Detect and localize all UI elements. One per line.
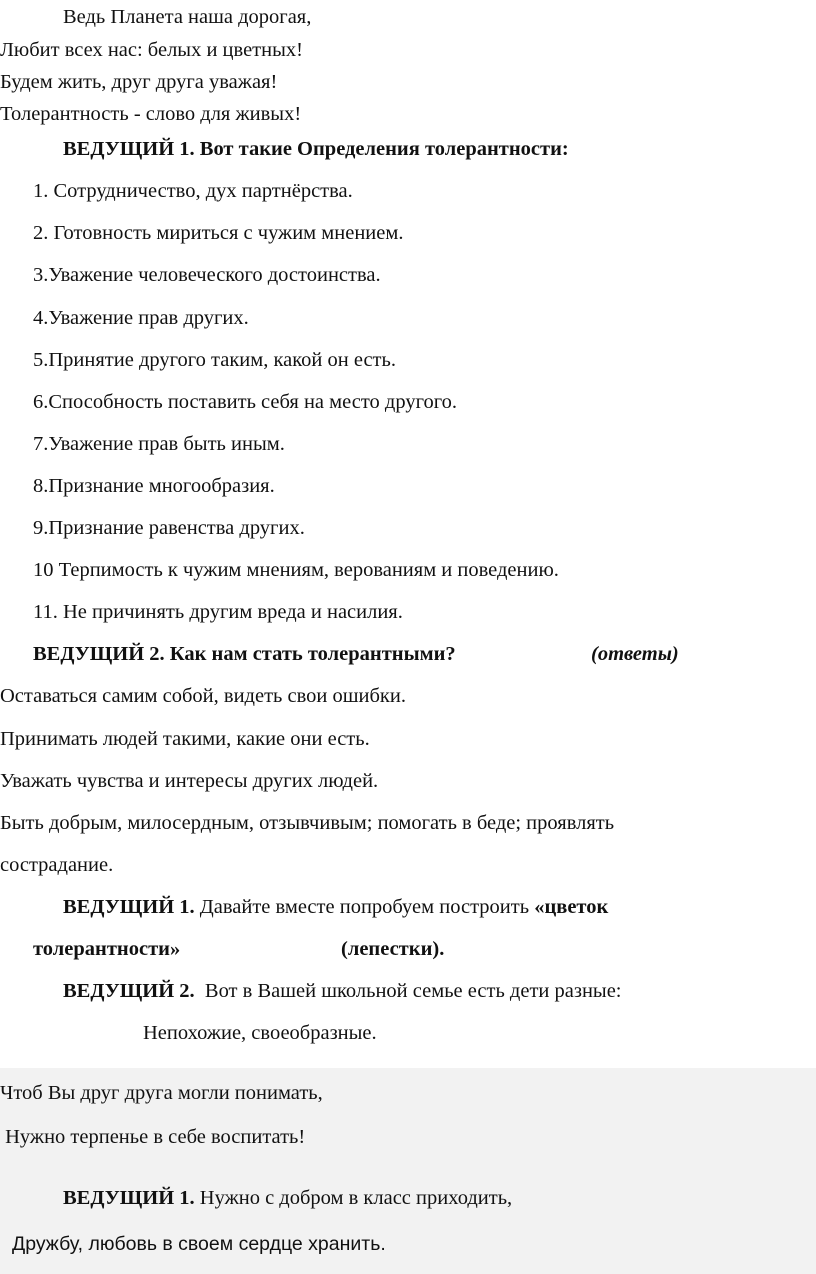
section3-bold-2: толерантности» — [33, 938, 181, 960]
answer-item: Уважать чувства и интересы других людей. — [0, 770, 379, 792]
definition-item: 5.Принятие другого таким, какой он есть. — [33, 349, 396, 371]
section1-heading — [63, 139, 569, 160]
section4-speaker: ВЕДУЩИЙ 2. — [63, 980, 195, 1002]
section4-line-2: Непохожие, своеобразные. — [143, 1022, 377, 1044]
definition-item: 4.Уважение прав других. — [33, 307, 249, 329]
definition-item: 7.Уважение прав быть иным. — [33, 433, 285, 455]
definition-item: 8.Признание многообразия. — [33, 475, 275, 497]
section5-line-1 — [63, 1188, 512, 1209]
definition-item: 10 Терпимость к чужим мнениям, верованиям и поведению. — [33, 559, 559, 581]
poem-line-3: Будем жить, друг друга уважая! — [0, 71, 278, 93]
definition-item: 3.Уважение человеческого достоинства. — [33, 264, 381, 286]
section3-speaker: ВЕДУЩИЙ 1. — [63, 896, 195, 918]
section3-bold-3: (лепестки). — [341, 938, 445, 960]
section5-speaker: ВЕДУЩИЙ 1. — [63, 1187, 195, 1209]
poem-bottom-line-1: Чтоб Вы друг друга могли понимать, — [0, 1082, 323, 1104]
poem-line-2: Любит всех нас: белых и цветных! — [0, 39, 303, 61]
section1-speaker: ВЕДУЩИЙ 1. — [63, 138, 195, 160]
poem-line-1: Ведь Планета наша дорогая, — [63, 6, 312, 28]
poem-bottom-line-2: Нужно терпенье в себе воспитать! — [0, 1126, 306, 1148]
answer-item: Принимать людей такими, какие они есть. — [0, 728, 370, 750]
section2-note: (ответы) — [591, 643, 679, 665]
definition-item: 11. Не причинять другим вреда и насилия. — [33, 601, 403, 623]
section4-line-1 — [63, 981, 621, 1002]
answer-item: сострадание. — [0, 854, 114, 876]
section3-line-1 — [63, 897, 608, 918]
answer-item: Оставаться самим собой, видеть свои ошибки. — [0, 685, 406, 707]
section2-speaker: ВЕДУЩИЙ 2. — [33, 643, 165, 665]
section5-line-2: Дружбу, любовь в своем сердце хранить. — [12, 1233, 386, 1255]
section3-bold-1: «цветок — [534, 896, 609, 918]
definition-item: 9.Признание равенства других. — [33, 517, 305, 539]
section1-title: Вот такие Определения толерантности: — [199, 138, 569, 160]
definition-item: 2. Готовность мириться с чужим мнением. — [33, 222, 404, 244]
answer-item: Быть добрым, милосердным, отзывчивым; помогать в беде; проявлять — [0, 812, 615, 834]
definition-item: 1. Сотрудничество, дух партнёрства. — [33, 180, 353, 202]
section3-text: Давайте вместе попробуем построить — [194, 896, 535, 918]
section2-heading — [33, 644, 456, 665]
section5-text: Нужно с добром в класс приходить, — [194, 1187, 513, 1209]
section2-title: Как нам стать толерантными? — [169, 643, 456, 665]
poem-line-4: Толерантность - слово для живых! — [0, 103, 302, 125]
section4-text: Вот в Вашей школьной семье есть дети разные: — [194, 980, 622, 1002]
definition-item: 6.Способность поставить себя на место другого. — [33, 391, 457, 413]
